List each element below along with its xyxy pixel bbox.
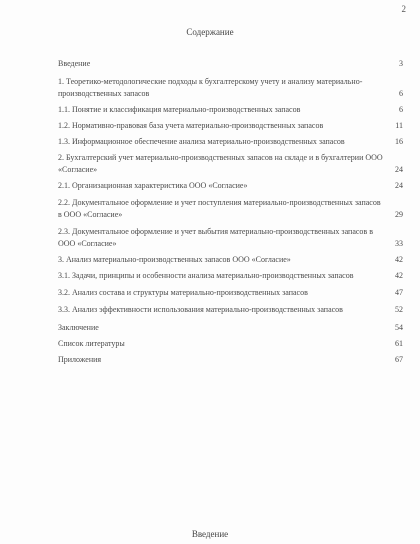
toc-entry[interactable] bbox=[58, 254, 403, 266]
toc-entry-text: 1. Теоретико-методологические подходы к бухгалтерскому учету и анализу материально-производственных запасов bbox=[58, 77, 363, 98]
toc-entry[interactable] bbox=[58, 197, 403, 221]
page-number: 2 bbox=[401, 4, 406, 14]
toc-entry-page: 29 bbox=[395, 210, 403, 219]
toc-entry-text: Введение bbox=[58, 59, 91, 68]
toc-entry-text: Список литературы bbox=[58, 339, 125, 348]
toc-entry-text: 3.3. Анализ эффективности использования материально-производственных запасов bbox=[58, 305, 343, 314]
toc-entry[interactable] bbox=[58, 152, 403, 176]
toc-entry-text: 3.2. Анализ состава и структуры материально-производственных запасов bbox=[58, 288, 308, 297]
toc-entry[interactable] bbox=[58, 270, 403, 282]
toc-entry[interactable] bbox=[58, 180, 403, 192]
toc-entry-page: 6 bbox=[399, 89, 403, 98]
toc-entry-text: 1.1. Понятие и классификация материально-производственных запасов bbox=[58, 105, 301, 114]
toc-entry[interactable] bbox=[58, 338, 403, 350]
toc-entry-page: 33 bbox=[395, 239, 403, 248]
toc-entry-page: 24 bbox=[395, 165, 403, 174]
toc-entry-page: 42 bbox=[395, 255, 403, 264]
toc-entry-text: 2. Бухгалтерский учет материально-производственных запасов на складе и в бухгалтерии ООО «Согласие» bbox=[58, 153, 383, 174]
toc-entry[interactable] bbox=[58, 76, 403, 100]
toc-entry-text: 1.3. Информационное обеспечение анализа материально-производственных запасов bbox=[58, 137, 345, 146]
toc-entry[interactable] bbox=[58, 58, 403, 70]
toc-entry-page: 42 bbox=[395, 271, 403, 280]
toc-entry-text: Приложения bbox=[58, 355, 102, 364]
toc-entry-text: 3.1. Задачи, принципы и особенности анализа материально-производственных запасов bbox=[58, 271, 354, 280]
toc-entry[interactable] bbox=[58, 120, 403, 132]
toc-entry-page: 54 bbox=[395, 323, 403, 332]
toc-entry-text: 2.2. Документальное оформление и учет поступления материально-производственных запасов в ООО «Согласие» bbox=[58, 198, 381, 219]
toc-entry-page: 24 bbox=[395, 181, 403, 190]
toc-entry-page: 52 bbox=[395, 305, 403, 314]
toc-entry[interactable] bbox=[58, 304, 403, 316]
toc-entry[interactable] bbox=[58, 287, 403, 299]
toc-entry-text: 2.1. Организационная характеристика ООО «Согласие» bbox=[58, 181, 248, 190]
toc-entry-text: 3. Анализ материально-производственных запасов ООО «Согласие» bbox=[58, 255, 291, 264]
toc-entry[interactable] bbox=[58, 136, 403, 148]
toc-title: Содержание bbox=[186, 27, 234, 37]
toc-entry-page: 11 bbox=[395, 121, 403, 130]
toc-entry-page: 67 bbox=[395, 355, 403, 364]
toc-entry[interactable] bbox=[58, 354, 403, 366]
toc-entry-page: 61 bbox=[395, 339, 403, 348]
toc-entry-page: 6 bbox=[399, 105, 403, 114]
toc-entry[interactable] bbox=[58, 104, 403, 116]
toc-entry-text: 2.3. Документальное оформление и учет выбытия материально-производственных запасов в ООО «Согласие» bbox=[58, 227, 373, 248]
next-page-heading: Введение bbox=[191, 529, 229, 539]
toc-entry-page: 16 bbox=[395, 137, 403, 146]
toc-entry[interactable] bbox=[58, 322, 403, 334]
toc-entry[interactable] bbox=[58, 226, 403, 250]
toc-entry-page: 47 bbox=[395, 288, 403, 297]
toc-entry-page: 3 bbox=[399, 59, 403, 68]
toc-entry-text: Заключение bbox=[58, 323, 99, 332]
toc-entry-text: 1.2. Нормативно-правовая база учета материально-производственных запасов bbox=[58, 121, 324, 130]
table-of-contents bbox=[58, 54, 403, 366]
